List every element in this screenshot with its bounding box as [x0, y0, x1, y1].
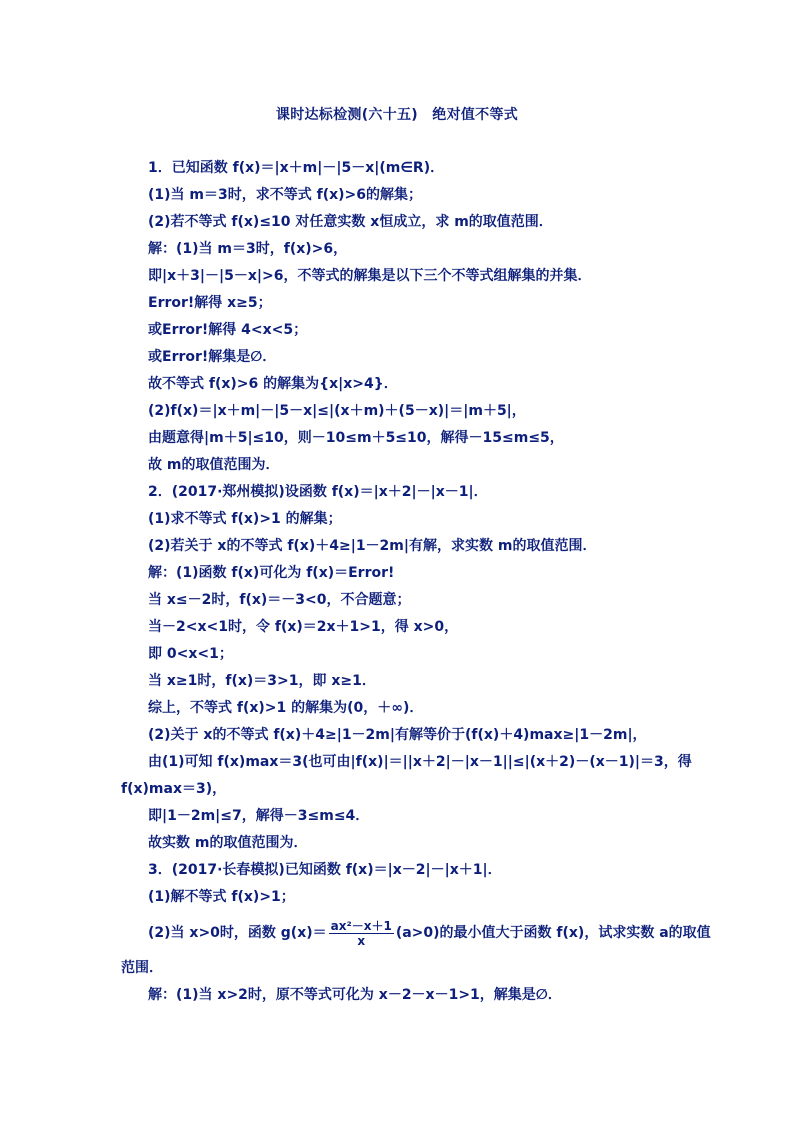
fraction-numerator: ax²－x＋1 — [330, 918, 392, 933]
text-line: 当 x≤－2时，f(x)＝－3<0，不合题意； — [148, 592, 411, 608]
text-line: (1)当 m＝3时，求不等式 f(x)>6的解集； — [148, 187, 423, 203]
text-line: (2)若不等式 f(x)≤10 对任意实数 x恒成立，求 m的取值范围． — [148, 214, 553, 230]
text-line: 1．已知函数 f(x)＝|x＋m|－|5－x|(m∈R)． — [148, 160, 445, 176]
text-line: 由(1)可知 f(x)max＝3(也可由|f(x)|＝||x＋2|－|x－1||≤|(x＋2)－(x－1)|＝3，得 — [148, 754, 692, 770]
fraction-denominator: x — [357, 933, 366, 948]
text-line: 3．(2017·长春模拟)已知函数 f(x)＝|x－2|－|x＋1|． — [148, 862, 502, 878]
text-line: (2)关于 x的不等式 f(x)＋4≥|1－2m|有解等价于(f(x)＋4)max≥|1－2m|， — [148, 727, 647, 743]
text-line: (1)解不等式 f(x)>1； — [148, 889, 295, 905]
text-line: 即 0<x<1； — [148, 646, 233, 662]
fraction — [329, 919, 394, 948]
text-line: 解：(1)函数 f(x)可化为 f(x)＝Error! — [148, 565, 395, 581]
text-line: Error!解得 x≥5； — [148, 295, 272, 311]
text-line: (2)f(x)＝|x＋m|－|5－x|≤|(x＋m)＋(5－x)|＝|m＋5|， — [148, 403, 526, 419]
text-line: 或Error!解集是∅． — [148, 349, 277, 365]
text-line: 即|1－2m|≤7，解得－3≤m≤4． — [148, 808, 370, 824]
text-line: 当 x≥1时，f(x)＝3>1，即 x≥1． — [148, 673, 376, 689]
text-line: 或Error!解得 4<x<5； — [148, 322, 308, 338]
text-line-with-fraction — [0, 911, 794, 955]
text-line: 故 m的取值范围为． — [148, 457, 280, 473]
page-title: 课时达标检测(六十五) 绝对值不等式 — [275, 107, 519, 123]
text-line: 2．(2017·郑州模拟)设函数 f(x)＝|x＋2|－|x－1|． — [148, 484, 488, 500]
text-line: 由题意得|m＋5|≤10，则－10≤m＋5≤10，解得－15≤m≤5， — [148, 430, 564, 446]
text-line: (1)求不等式 f(x)>1 的解集； — [148, 511, 342, 527]
text-line: 解：(1)当 x>2时，原不等式可化为 x－2－x－1>1，解集是∅． — [148, 987, 562, 1003]
content-body — [0, 155, 794, 1009]
q3-part2-before: (2)当 x>0时，函数 g(x)＝ — [148, 925, 327, 941]
text-line: 即|x＋3|－|5－x|>6，不等式的解集是以下三个不等式组解集的并集． — [148, 268, 592, 284]
text-line: 范围． — [121, 960, 163, 976]
q3-part2-after: (a>0)的最小值大于函数 f(x)，试求实数 a的取值 — [395, 925, 711, 941]
text-line: 解：(1)当 m＝3时，f(x)>6， — [148, 241, 348, 257]
text-line: (2)若关于 x的不等式 f(x)＋4≥|1－2m|有解，求实数 m的取值范围． — [148, 538, 597, 554]
text-line: 当－2<x<1时，令 f(x)＝2x＋1>1，得 x>0， — [148, 619, 459, 635]
text-line: f(x)max＝3)， — [121, 781, 227, 797]
text-line: 故实数 m的取值范围为． — [148, 835, 308, 851]
text-line: 综上，不等式 f(x)>1 的解集为(0，＋∞)． — [148, 700, 424, 716]
text-line: 故不等式 f(x)>6 的解集为{x|x>4}． — [148, 376, 398, 392]
